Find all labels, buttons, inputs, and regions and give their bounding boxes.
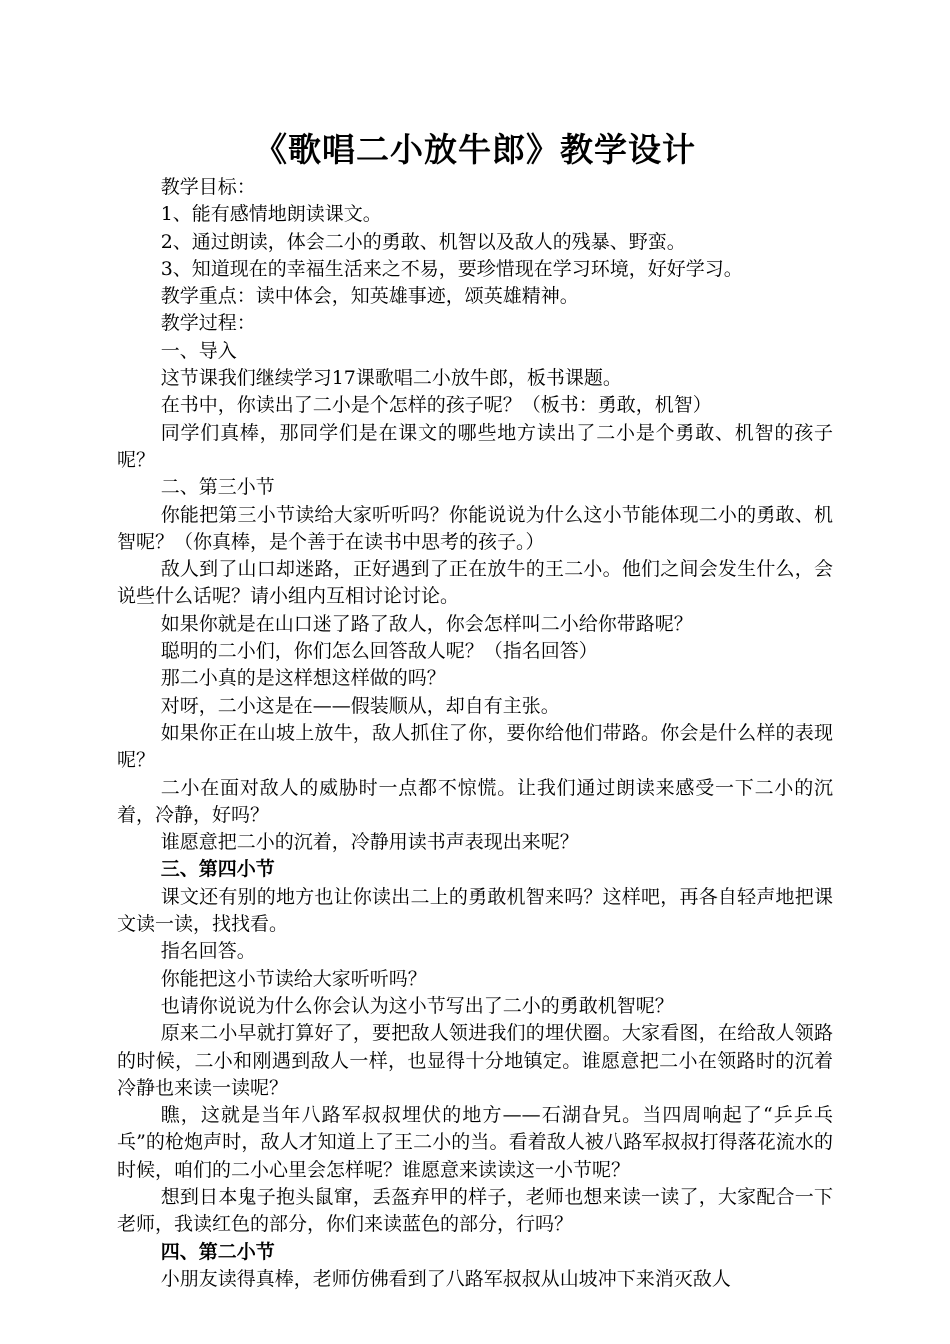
document-body (117, 174, 833, 1293)
body-paragraph: 如果你就是在山口迷了路了敌人，你会怎样叫二小给你带路呢？ (160, 612, 693, 635)
body-paragraph: 二、第三小节 (160, 476, 275, 499)
body-paragraph: 教学重点：读中体会，知英雄事迹，颂英雄精神。 (160, 285, 579, 308)
section-heading: 四、第二小节 (160, 1240, 275, 1263)
body-paragraph: 那二小真的是这样想这样做的吗？ (160, 667, 446, 690)
body-paragraph: 二小在面对敌人的威胁时一点都不惊慌。让我们通过朗读来感受一下二小的沉着，冷静，好吗？ (117, 776, 833, 826)
body-paragraph: 敌人到了山口却迷路，正好遇到了正在放牛的王二小。他们之间会发生什么，会说些什么话呢？请小组内互相讨论讨论。 (117, 558, 833, 608)
body-paragraph: 你能把这小节读给大家听听吗？ (160, 967, 427, 990)
body-paragraph: 2、通过朗读，体会二小的勇敢、机智以及敌人的残暴、野蛮。 (160, 230, 686, 253)
body-paragraph: 原来二小早就打算好了，要把敌人领进我们的埋伏圈。大家看图，在给敌人领路的时候，二小和刚遇到敌人一样，也显得十分地镇定。谁愿意把二小在领路时的沉着冷静也来读一读呢？ (117, 1022, 833, 1099)
body-paragraph: 在书中，你读出了二小是个怎样的孩子呢？（板书：勇敢，机智） (160, 394, 712, 417)
body-paragraph: 指名回答。 (160, 940, 256, 963)
body-paragraph: 谁愿意把二小的沉着，冷静用读书声表现出来呢？ (160, 831, 579, 854)
document-title: 《歌唱二小放牛郎》教学设计 (254, 130, 696, 169)
body-paragraph: 你能把第三小节读给大家听听吗？你能说说为什么这小节能体现二小的勇敢、机智呢？（你真棒，是个善于在读书中思考的孩子。） (117, 503, 833, 553)
body-paragraph: 课文还有别的地方也让你读出二上的勇敢机智来吗？这样吧，再各自轻声地把课文读一读，找找看。 (117, 885, 833, 936)
body-paragraph: 瞧，这就是当年八路军叔叔埋伏的地方——石湖旮旯。当四周响起了“乒乒乓乓”的枪炮声时，敌人才知道上了王二小的当。看着敌人被八路军叔叔打得落花流水的时候，咱们的二小心里会怎样呢？谁愿意来读读这一小节呢？ (117, 1104, 833, 1181)
body-paragraph: 同学们真棒，那同学们是在课文的哪些地方读出了二小是个勇敢、机智的孩子呢？ (117, 421, 833, 471)
body-paragraph: 一、导入 (160, 339, 237, 362)
body-paragraph: 1、能有感情地朗读课文。 (160, 203, 382, 226)
section-heading: 三、第四小节 (160, 858, 275, 881)
body-paragraph: 也请你说说为什么你会认为这小节写出了二小的勇敢机智呢？ (160, 994, 674, 1017)
body-paragraph: 聪明的二小们，你们怎么回答敌人呢？（指名回答） (160, 640, 598, 663)
body-paragraph: 教学过程： (160, 312, 256, 335)
body-paragraph: 想到日本鬼子抱头鼠窜，丢盔弃甲的样子，老师也想来读一读了，大家配合一下老师，我读红色的部分，你们来读蓝色的部分，行吗？ (117, 1185, 833, 1236)
body-paragraph: 如果你正在山坡上放牛，敌人抓住了你，要你给他们带路。你会是什么样的表现呢？ (117, 721, 833, 772)
body-paragraph: 教学目标： (160, 176, 256, 198)
body-paragraph: 这节课我们继续学习17课歌唱二小放牛郎，板书课题。 (160, 367, 622, 390)
body-paragraph: 3、知道现在的幸福生活来之不易，要珍惜现在学习环境，好好学习。 (160, 257, 743, 280)
body-paragraph: 小朋友读得真棒，老师仿佛看到了八路军叔叔从山坡冲下来消灭敌人 (160, 1267, 731, 1290)
body-paragraph: 对呀，二小这是在——假装顺从，却自有主张。 (160, 694, 560, 717)
